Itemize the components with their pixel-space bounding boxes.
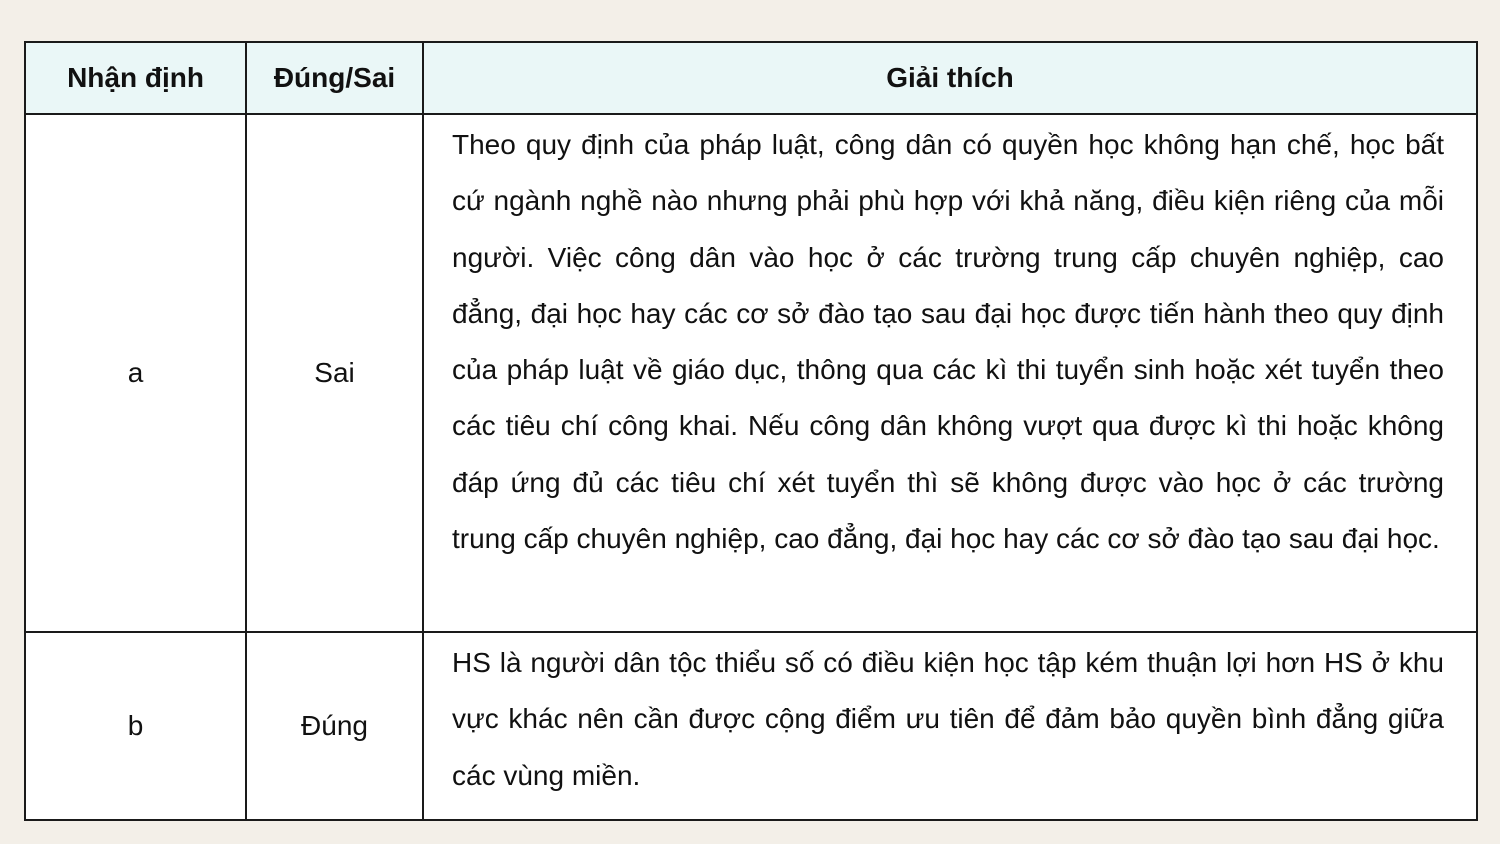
row-explanation: Theo quy định của pháp luật, công dân có quyền học không hạn chế, học bất cứ ngành nghề nào nhưng phải phù hợp với khả năng, điều kiện riêng của mỗi người. Việc công dân vào học ở các trường trung cấp chuyên nghiệp, cao đẳng, đại học hay các cơ sở đào tạo sau đại học được tiến hành theo quy định của pháp luật về giáo dục, thông qua các kì thi tuyển sinh hoặc xét tuyển theo các tiêu chí công khai. Nếu công dân không vượt qua được kì thi hoặc không đáp ứng đủ các tiêu chí xét tuyển thì sẽ không được vào học ở các trường trung cấp chuyên nghiệp, cao đẳng, đại học hay các cơ sở đào tạo sau đại học. — [452, 129, 1444, 555]
header-explanation: Giải thích — [423, 42, 1477, 114]
row-statement: b — [25, 632, 246, 820]
row-verdict: Đúng — [246, 632, 423, 820]
table-header-row — [25, 42, 1477, 114]
header-statement: Nhận định — [25, 42, 246, 114]
table-row — [25, 632, 1477, 820]
row-explanation-cell — [423, 114, 1477, 632]
row-explanation-cell — [423, 632, 1477, 820]
row-explanation: HS là người dân tộc thiểu số có điều kiện học tập kém thuận lợi hơn HS ở khu vực khác nên cần được cộng điểm ưu tiên để đảm bảo quyền bình đẳng giữa các vùng miền. — [452, 647, 1444, 791]
row-verdict: Sai — [246, 114, 423, 632]
answer-table — [24, 41, 1478, 821]
table-row — [25, 114, 1477, 632]
header-verdict: Đúng/Sai — [246, 42, 423, 114]
row-statement: a — [25, 114, 246, 632]
